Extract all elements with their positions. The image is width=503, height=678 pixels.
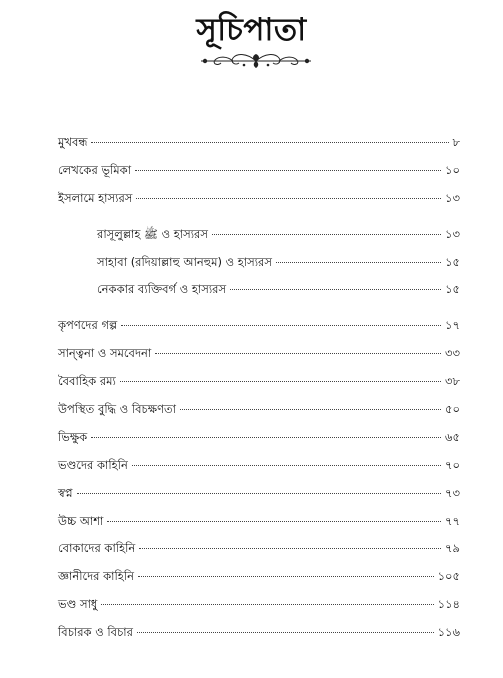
toc-entry[interactable]	[58, 373, 460, 401]
toc-entry-title: সাহাবা (রদিয়াল্লাহু আনহুম) ও হাস্যরস	[97, 254, 272, 269]
toc-entry-page: ১৫	[445, 282, 460, 297]
dot-leader	[136, 198, 441, 199]
toc-entry-page: ৮	[452, 135, 460, 149]
toc-entry-title: কৃপণদের গল্প	[58, 318, 118, 333]
toc-entry-page: ১৭	[445, 318, 460, 333]
dot-leader	[132, 465, 441, 466]
toc-entry-title: বৈবাহিক রম্য	[58, 374, 116, 389]
toc-entry[interactable]	[58, 190, 460, 218]
dot-leader	[120, 381, 441, 382]
toc-entry-page: ১৩	[445, 226, 460, 241]
toc-entry-title: ভণ্ডদের কাহিনি	[58, 457, 128, 472]
toc-entry-title: জ্ঞানীদের কাহিনি	[58, 569, 135, 584]
toc-entry[interactable]	[58, 457, 460, 485]
toc-entry-title: ইসলামে হাস্যরস	[58, 190, 133, 205]
dot-leader	[121, 325, 441, 326]
toc-entry[interactable]	[58, 134, 460, 162]
toc-entry[interactable]	[58, 568, 460, 596]
toc-entry-title: সান্ত্বনা ও সমবেদনা	[58, 346, 152, 361]
toc-entry[interactable]	[58, 401, 460, 429]
dot-leader	[77, 493, 441, 494]
toc-entry[interactable]	[58, 485, 460, 513]
toc-entry-title: ভণ্ড সাধু	[58, 597, 98, 612]
toc-entry-title: উপস্থিত বুদ্ধি ও বিচক্ষণতা	[58, 402, 176, 417]
dot-leader	[180, 409, 441, 410]
toc-entry-page: ৭৯	[445, 541, 460, 556]
dot-leader	[276, 262, 441, 263]
toc-entry-title: রাসূলুল্লাহ ﷺ ও হাস্যরস	[97, 226, 208, 241]
toc-subentry[interactable]	[58, 254, 460, 282]
dot-leader	[155, 353, 441, 354]
dot-leader	[135, 170, 441, 171]
toc-subentry[interactable]	[58, 226, 460, 254]
toc-entry-page: ১১৬	[437, 625, 460, 640]
dot-leader	[101, 604, 433, 605]
toc-entry-page: ১০৫	[437, 569, 460, 584]
toc-entry-page: ১৩	[445, 190, 460, 205]
dot-leader	[139, 548, 441, 549]
dot-leader	[137, 632, 434, 633]
dot-leader	[212, 234, 441, 235]
toc-entry[interactable]	[58, 317, 460, 345]
toc-subentry[interactable]	[58, 281, 460, 309]
toc-entry[interactable]	[58, 345, 460, 373]
toc-entry-title: স্বপ্ন	[58, 485, 73, 500]
toc-entry-page: ৭৭	[445, 513, 460, 528]
toc-entry-page: ১০	[445, 162, 460, 177]
toc-entry-title: মুখবন্ধ	[58, 135, 88, 149]
toc-entry[interactable]	[58, 513, 460, 541]
toc-entry-page: ৩৮	[445, 374, 460, 389]
toc-entry[interactable]	[58, 162, 460, 190]
dot-leader	[138, 576, 434, 577]
toc-entry-page: ৩৩	[445, 346, 460, 361]
toc-entry-title: বিচারক ও বিচার	[58, 625, 133, 640]
toc-list	[58, 134, 460, 652]
toc-entry-title: নেককার ব্যক্তিবর্গ ও হাস্যরস	[97, 282, 227, 297]
dot-leader	[107, 521, 441, 522]
toc-entry-page: ১৫	[445, 254, 460, 269]
page-title: সূচিপাতা	[196, 12, 307, 48]
toc-entry[interactable]	[58, 540, 460, 568]
dot-leader	[230, 289, 441, 290]
toc-entry-title: উচ্চ আশা	[58, 513, 104, 528]
dot-leader	[91, 437, 441, 438]
dot-leader	[91, 142, 448, 143]
toc-entry-title: ভিক্ষুক	[58, 429, 88, 444]
toc-entry[interactable]	[58, 429, 460, 457]
toc-entry-page: ৭৩	[445, 485, 460, 500]
decorative-divider-icon	[197, 50, 315, 70]
toc-entry-title: লেখকের ভূমিকা	[58, 162, 132, 177]
toc-entry-page: ৬৫	[445, 429, 460, 444]
toc-entry-page: ৫০	[445, 402, 460, 417]
toc-entry-title: বোকাদের কাহিনি	[58, 541, 136, 556]
toc-entry[interactable]	[58, 624, 460, 652]
toc-entry-page: ৭০	[445, 457, 460, 472]
toc-entry-page: ১১৪	[437, 597, 460, 612]
toc-entry[interactable]	[58, 596, 460, 624]
